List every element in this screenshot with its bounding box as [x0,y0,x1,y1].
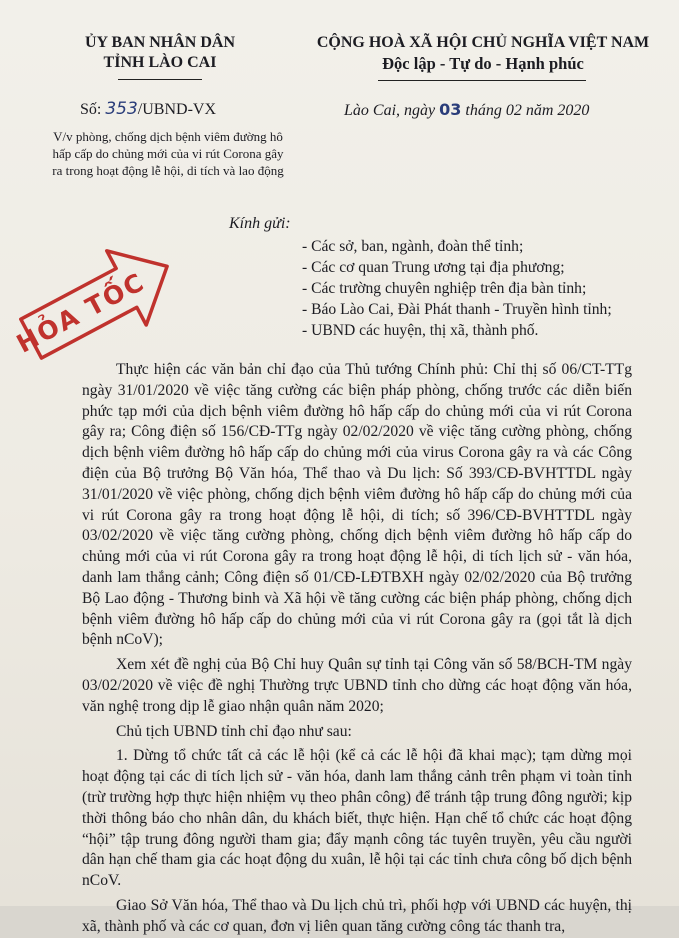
subject-line-2: hấp cấp do chủng mới của vi rút Corona gây [52,146,284,161]
document-number [80,99,216,119]
stamp-text: HỎA TỐC [11,266,150,359]
issuer-line-2: TỈNH LÀO CAI [103,54,217,71]
doc-number-suffix: /UBND-VX [137,101,217,118]
date-suffix: tháng 02 năm 2020 [465,102,590,119]
recipient-item: - Các sở, ban, ngành, đoàn thể tỉnh; [302,238,524,255]
body-paragraph-2: Xem xét đề nghị của Bộ Chỉ huy Quân sự tỉnh tại Công văn số 58/BCH-TM ngày 03/02/2020 về việc đề nghị Thường trực UBND tỉnh cho dừng các hoạt động văn hóa, văn nghệ trong dịp lễ giao nhận quân năm 2020; [82,656,632,715]
doc-number-prefix: Số: [80,101,102,118]
document-date [344,100,589,120]
subject-block [18,128,318,179]
recipients-label: Kính gửi: [229,215,291,232]
date-day-handwritten: 03 [439,100,462,119]
urgent-stamp [10,232,190,372]
recipient-item: - Các cơ quan Trung ương tại địa phương; [302,259,565,276]
body-paragraph-4: 1. Dừng tổ chức tất cả các lễ hội (kể cả các lễ hội đã khai mạc); tạm dừng mọi hoạt động tại các di tích lịch sử - văn hóa, danh lam thắng cảnh trên phạm vi toàn tỉnh (trừ trường hợp thực hiện nhiệm vụ theo phân công) để tránh tập trung đông người; kịp thời thông báo cho nhân dân, du khách biết, thực hiện. Hạn chế tổ chức các hoạt động “hội” tập trung đông người tham gia; đẩy mạnh công tác tuyên truyền, yêu cầu người dân hạn chế tham gia các hoạt động du xuân, lễ hội tại các tỉnh chưa công bố dịch bệnh nCoV. [82,747,632,890]
recipient-item: - Các trường chuyên nghiệp trên địa bàn tỉnh; [302,280,587,297]
issuer-header [40,34,280,78]
date-prefix: Lào Cai, ngày [344,102,436,119]
body-paragraph-5: Giao Sở Văn hóa, Thể thao và Du lịch chủ trì, phối hợp với UBND các huyện, thị xã, thành phố và các cơ quan, đơn vị liên quan tăng cường công tác thanh tra, [82,896,632,935]
national-motto: Độc lập - Tự do - Hạnh phúc [382,54,584,73]
issuer-line-1: ỦY BAN NHÂN DÂN [84,34,236,51]
document-body [82,360,632,938]
body-paragraph-1: Thực hiện các văn bản chỉ đạo của Thủ tướng Chính phủ: Chỉ thị số 06/CT-TTg ngày 31/01/2020 về việc tăng cường các biện pháp phòng, chống trước các diễn biến phức tạp mới của dịch bệnh viêm đường hô hấp cấp do chủng mới của vi rút Corona gây ra; Công điện số 156/CĐ-TTg ngày 02/02/2020 về việc tăng cường phòng, chống dịch bệnh viêm đường hô hấp cấp do chủng mới của virus Corona gây ra và các Công điện của Bộ trưởng Bộ Văn hóa, Thể thao và Du lịch: Số 393/CĐ-BVHTTDL ngày 31/01/2020 về việc phòng, chống dịch bệnh viêm đường hô hấp cấp do chủng mới của vi rút Corona gây ra trong hoạt động lễ hội, di tích; số 396/CĐ-BVHTTDL ngày 03/02/2020 về việc tăng cường phòng, chống dịch bệnh viêm đường hô hấp cấp do chủng mới của vi rút Corona gây ra trong hoạt động lễ hội, di tích lịch sử - văn hóa, danh lam thắng cảnh; Công điện số 01/CĐ-LĐTBXH ngày 02/02/2020 của Bộ trưởng Bộ Lao động - Thương binh và Xã hội về tăng cường các biện pháp phòng, chống dịch bệnh viêm đường hô hấp cấp do chủng mới của vi rút Corona gây ra (gọi tắt là dịch bệnh nCoV); [82,361,632,649]
issuer-underline [118,79,202,80]
recipients-list [302,236,612,341]
national-title: CỘNG HOÀ XÃ HỘI CHỦ NGHĨA VIỆT NAM [316,34,650,51]
doc-number-handwritten: 353 [105,99,138,119]
subject-line-1: V/v phòng, chống dịch bệnh viêm đường hô [53,129,283,144]
recipient-item: - UBND các huyện, thị xã, thành phố. [302,322,539,339]
motto-underline [378,80,586,81]
recipient-item: - Báo Lào Cai, Đài Phát thanh - Truyền hình tỉnh; [302,301,612,318]
national-header [298,34,668,78]
subject-line-3: ra trong hoạt động lễ hội, di tích và lao động [52,163,284,178]
body-paragraph-3: Chủ tịch UBND tỉnh chỉ đạo như sau: [116,722,352,740]
